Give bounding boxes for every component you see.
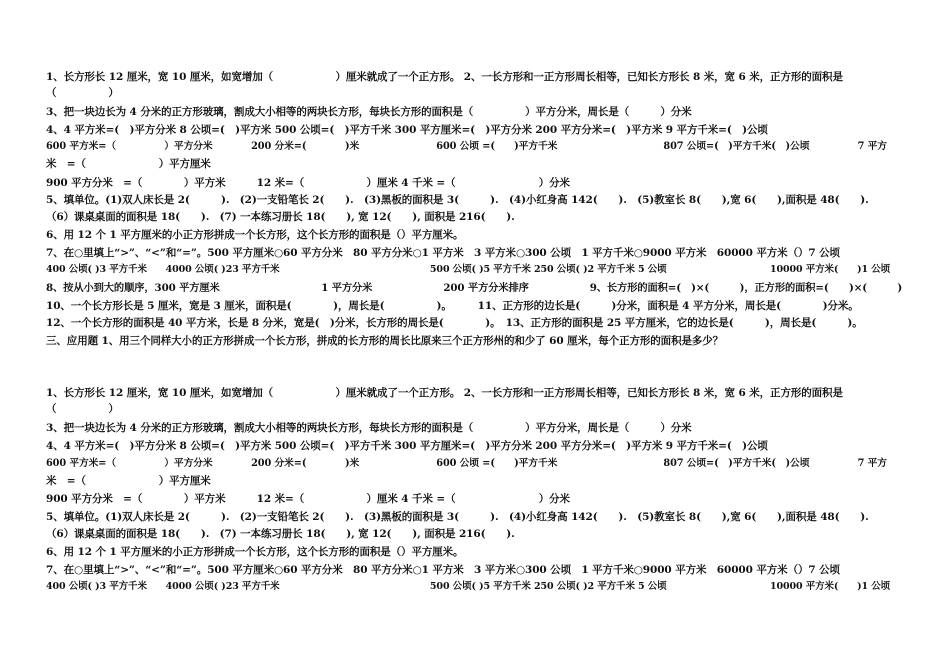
s1-line-9: （6）课桌桌面的面积是 18( ). (7) 一本练习册长 18( ), 宽 12( ), 面积是 216( ). — [46, 211, 515, 223]
s1-line-15: 12、一个长方形的面积是 40 平方米，长是 8 分米，宽是( )分米，长方形的周长是( )。 13、正方形的面积是 25 平方厘米，它的边长是( )，周长是( )。 — [46, 317, 863, 329]
s1-line-4: 4、4 平方米=( )平方分米 8 公顷=( )平方米 500 公顷=( )平方千米 300 平方厘米=( )平方分米 200 平方分米=( )平方米 9 平方千米=( )公顷 — [46, 124, 768, 136]
s2-line-11: 7、在○里填上“>”、“<”和“=”。500 平方厘米○60 平方分米 80 平方分米○1 平方米 3 平方米○300 公顷 1 平方千米○9000 平方米 60000 平方米（）7 公顷 — [46, 564, 840, 576]
s2-line-4: 4、4 平方米=( )平方分米 8 公顷=( )平方米 500 公顷=( )平方千米 300 平方厘米=( )平方分米 200 平方分米=( )平方米 9 平方千米=( )公顷 — [46, 440, 768, 452]
s1-line-10: 6、用 12 个 1 平方厘米的小正方形拼成一个长方形，这个长方形的面积是（）平方厘米。 — [46, 229, 464, 241]
s2-line-7: 900 平方分米 =（ ）平方米 12 米=（ ）厘米 4 千米 =（ ）分米 — [46, 493, 570, 505]
s2-line-1: 1、长方形长 12 厘米，宽 10 厘米，如宽增加（ ）厘米就成了一个正方形。 2、一长方形和一正方形周长相等，已知长方形长 8 米，宽 6 米，正方形的面积是 — [46, 387, 843, 399]
s1-line-5: 600 平方米=（ ）平方分米 200 分米=( )米 600 公顷 =( )平方千米 807 公顷=( )平方千米( )公顷 7 平方 — [46, 141, 887, 152]
s2-line-6: 米 =（ ）平方厘米 — [46, 475, 211, 487]
s2-line-10: 6、用 12 个 1 平方厘米的小正方形拼成一个长方形，这个长方形的面积是（）平方厘米。 — [46, 546, 464, 558]
s1-line-13: 8、按从小到大的顺序，300 平方厘米 1 平方分米 200 平方分米排序 9、长方形的面积=( )×( )，正方形的面积=( )×( ) — [46, 282, 903, 294]
s1-line-14: 10、一个长方形长是 5 厘米，宽是 3 厘米，面积是( )，周长是( )。 11、正方形的边长是( )分米，面积是 4 平方分米，周长是( )分米。 — [46, 300, 859, 312]
s2-line-2: （ ） — [46, 403, 119, 415]
s2-line-12: 400 公顷( )3 平方千米 4000 公顷( )23 平方千米 500 公顷( )5 平方千米 250 公顷( )2 平方千米 5 公顷 10000 平方米( )1 公顷 — [46, 581, 891, 592]
s2-line-3: 3、把一块边长为 4 分米的正方形玻璃，割成大小相等的两块长方形，每块长方形的面积是（ ）平方分米，周长是（ ）分米 — [46, 422, 692, 434]
s1-line-2: （ ） — [46, 87, 119, 99]
s1-line-11: 7、在○里填上“>”、“<”和“=”。500 平方厘米○60 平方分米 80 平方分米○1 平方米 3 平方米○300 公顷 1 平方千米○9000 平方米 60000 平方米（）7 公顷 — [46, 247, 840, 259]
s1-line-16: 三、应用题 1、用三个同样大小的正方形拼成一个长方形，拼成的长方形的周长比原来三个正方形州的和少了 60 厘米，每个正方形的面积是多少？ — [46, 335, 724, 347]
s1-line-7: 900 平方分米 =（ ）平方米 12 米=（ ）厘米 4 千米 =（ ）分米 — [46, 177, 570, 189]
s1-line-6: 米 =（ ）平方厘米 — [46, 158, 211, 170]
s2-line-9: （6）课桌桌面的面积是 18( ). (7) 一本练习册长 18( ), 宽 12( ), 面积是 216( ). — [46, 528, 515, 540]
s1-line-8: 5、填单位。(1)双人床长是 2( ). (2)一支铅笔长 2( ). (3)黑板的面积是 3( ). (4)小红身高 142( ). (5)教室长 8( ),宽 6( ),面积是 48( ). — [46, 194, 869, 206]
s1-line-1: 1、长方形长 12 厘米，宽 10 厘米，如宽增加（ ）厘米就成了一个正方形。 2、一长方形和一正方形周长相等，已知长方形长 8 米，宽 6 米，正方形的面积是 — [46, 71, 843, 83]
s2-line-5: 600 平方米=（ ）平方分米 200 分米=( )米 600 公顷 =( )平方千米 807 公顷=( )平方千米( )公顷 7 平方 — [46, 458, 887, 469]
s1-line-12: 400 公顷( )3 平方千米 4000 公顷( )23 平方千米 500 公顷( )5 平方千米 250 公顷( )2 平方千米 5 公顷 10000 平方米( )1 公顷 — [46, 264, 891, 275]
s1-line-3: 3、把一块边长为 4 分米的正方形玻璃，割成大小相等的两块长方形，每块长方形的面积是（ ）平方分米，周长是（ ）分米 — [46, 106, 692, 118]
s2-line-8: 5、填单位。(1)双人床长是 2( ). (2)一支铅笔长 2( ). (3)黑板的面积是 3( ). (4)小红身高 142( ). (5)教室长 8( ),宽 6( ),面积是 48( ). — [46, 511, 869, 523]
